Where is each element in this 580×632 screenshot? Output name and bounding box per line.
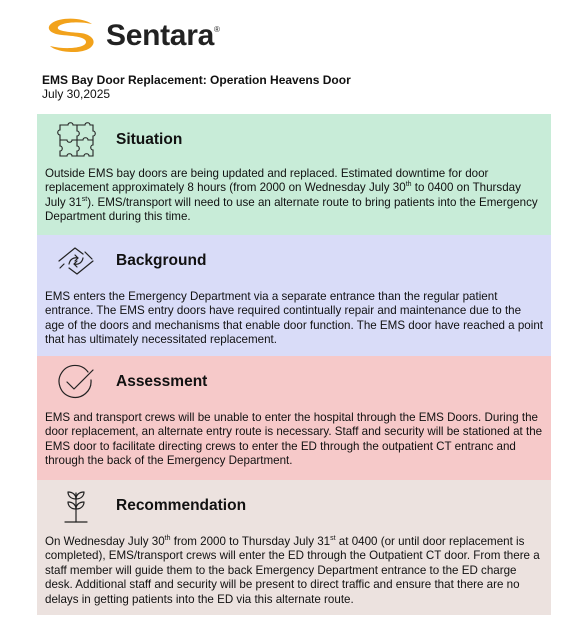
situation-text: Outside EMS bay doors are being updated and replaced. Estimated downtime for door replacement approximately 8 hours (from 2000 on Wednesday July 30th to 0400 on Thursday July 31st). EMS/transport will need to use an alternate route to bring patients into the Emergency Department during this time.	[45, 167, 538, 224]
document-date: July 30,2025	[42, 87, 111, 101]
recommendation-title: Recommendation	[116, 497, 247, 514]
puzzle-icon	[55, 121, 97, 159]
recommendation-section	[37, 480, 551, 615]
situation-title: Situation	[116, 131, 183, 148]
brand-name: Sentara®	[106, 19, 220, 52]
check-circle-icon	[55, 363, 97, 401]
sync-arrows-icon	[55, 242, 97, 280]
assessment-title: Assessment	[116, 373, 208, 390]
background-text: EMS enters the Emergency Department via a separate entrance than the regular patient entrance. The EMS entry doors have required contintually repair and maintenance due to the age of the doors and mechanisms that enable door function. The EMS door have reached a point that has ultimately necessitated replacement.	[45, 290, 543, 347]
recommendation-text: On Wednesday July 30th from 2000 to Thursday July 31st at 0400 (or until door replacement is completed), EMS/transport crews will enter the ED through the Outpatient CT door. From there a staff member will guide them to the back Emergency Department entrance to the ED charge desk. Additional staff and security will be present to direct traffic and ensure that there are no delays in getting patients into the ED via this alternate route.	[45, 535, 540, 606]
background-section	[37, 235, 551, 356]
sprout-icon	[55, 487, 97, 525]
assessment-text: EMS and transport crews will be unable to enter the hospital through the EMS Doors. During the door replacement, an alternate entry route is necessary. Staff and security will be stationed at the EMS door to facilitate directing crews to enter the ED through the outpatient CT entranc and through the back of the Emergency Department.	[45, 411, 543, 468]
background-title: Background	[116, 252, 207, 269]
document-header	[42, 73, 351, 101]
document-title: EMS Bay Door Replacement: Operation Heavens Door	[42, 73, 351, 87]
sentara-swoosh-icon	[42, 17, 98, 55]
situation-section	[37, 114, 551, 235]
sentara-logo	[42, 14, 220, 58]
assessment-section	[37, 356, 551, 480]
